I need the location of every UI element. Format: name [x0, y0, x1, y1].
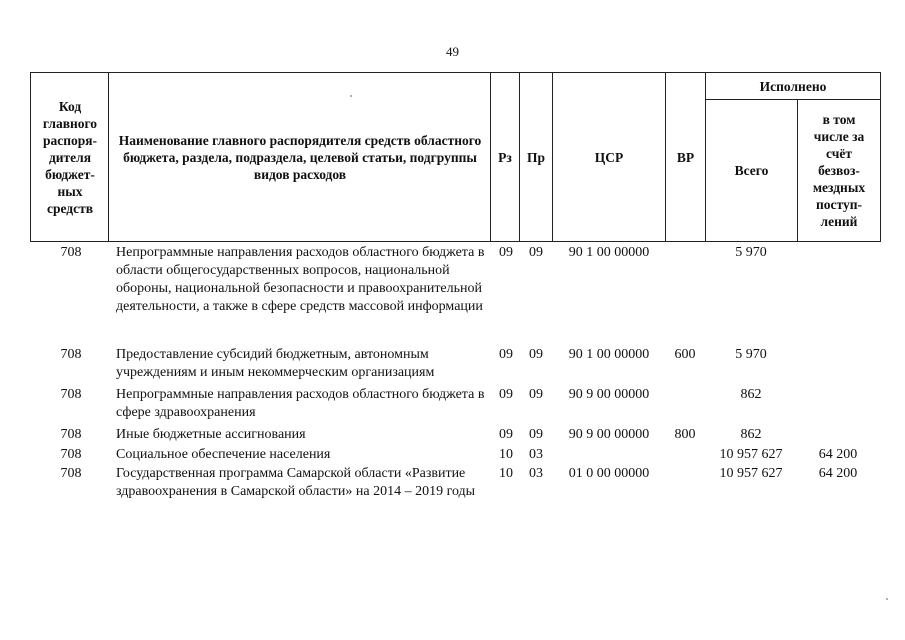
cell-rz: 09	[499, 387, 513, 402]
scan-speck	[886, 598, 888, 600]
cell-code: 708	[60, 427, 82, 442]
cell-total: 10 957 627	[719, 466, 783, 481]
header-code: Код главного распоря-дителя бюджет-ных средств	[42, 98, 98, 216]
cell-name: Непрограммные направления расходов областного бюджета в области общегосударственных вопросов, национальной обороны, национальной безопасности и правоохранительной деятельности, а также в сфере средств массовой информации	[116, 245, 485, 314]
cell-rz: 09	[499, 347, 513, 362]
cell-rz: 09	[499, 245, 513, 260]
cell-total: 10 957 627	[719, 447, 783, 462]
header-rz: Рз	[498, 149, 512, 165]
page-number: 49	[446, 44, 459, 59]
header-csr: ЦСР	[594, 149, 624, 165]
cell-code: 708	[60, 387, 82, 402]
cell-rz: 10	[499, 466, 513, 481]
cell-total: 5 970	[735, 245, 767, 260]
cell-name: Непрограммные направления расходов областного бюджета в сфере здравоохранения	[116, 387, 485, 420]
cell-pr: 09	[529, 387, 543, 402]
header-executed: Исполнено	[759, 79, 827, 94]
header-free: в том числе за счёт безвоз-мездных поступ-лений	[812, 111, 866, 229]
cell-rz: 09	[499, 427, 513, 442]
cell-csr: 90 9 00 00000	[568, 427, 650, 442]
col-border-code	[108, 72, 109, 242]
cell-pr: 09	[529, 245, 543, 260]
cell-vr: 800	[674, 427, 696, 442]
cell-code: 708	[60, 466, 82, 481]
header-name: Наименование главного распорядителя средств областного бюджета, раздела, подраздела, целевой статьи, подгруппы видов расходов	[118, 132, 482, 182]
col-border-left	[30, 72, 31, 242]
cell-pr: 09	[529, 427, 543, 442]
cell-code: 708	[60, 245, 82, 260]
cell-total: 862	[740, 387, 762, 402]
header-top-border	[30, 72, 881, 73]
header-vr: ВР	[676, 149, 695, 165]
cell-code: 708	[60, 347, 82, 362]
cell-pr: 03	[529, 447, 543, 462]
col-border-total	[797, 99, 798, 242]
cell-csr: 01 0 00 00000	[568, 466, 650, 481]
header-total: Всего	[734, 162, 769, 178]
cell-name: Иные бюджетные ассигнования	[116, 427, 306, 442]
header-pr: Пр	[526, 149, 545, 165]
cell-vr: 600	[674, 347, 696, 362]
scan-speck	[350, 95, 352, 97]
col-border-right	[880, 72, 881, 242]
cell-csr: 90 1 00 00000	[568, 245, 650, 260]
cell-pr: 09	[529, 347, 543, 362]
cell-name: Государственная программа Самарской области «Развитие здравоохранения в Самарской области» на 2014 – 2019 годы	[116, 466, 476, 499]
cell-pr: 03	[529, 466, 543, 481]
cell-code: 708	[60, 447, 82, 462]
cell-name: Предоставление субсидий бюджетным, автономным учреждениям и иным некоммерческим организациям	[116, 347, 435, 380]
cell-total: 862	[740, 427, 762, 442]
cell-name: Социальное обеспечение населения	[116, 447, 331, 462]
cell-free: 64 200	[818, 466, 858, 481]
cell-total: 5 970	[735, 347, 767, 362]
cell-free: 64 200	[818, 447, 858, 462]
header-bottom-border	[30, 241, 881, 242]
cell-rz: 10	[499, 447, 513, 462]
cell-csr: 90 1 00 00000	[568, 347, 650, 362]
cell-csr: 90 9 00 00000	[568, 387, 650, 402]
